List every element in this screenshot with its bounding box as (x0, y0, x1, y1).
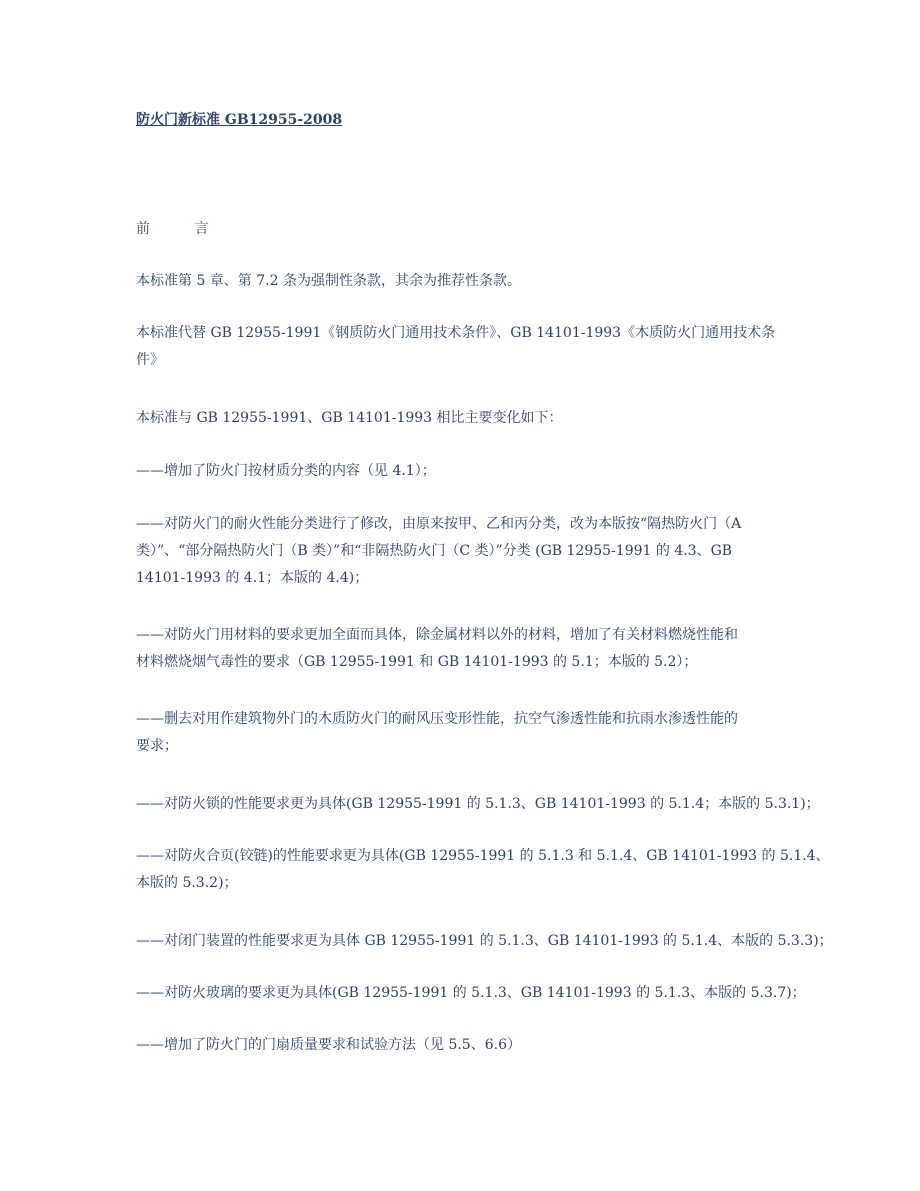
paragraph-line: ——增加了防火门按材质分类的内容（见 4.1）； (136, 463, 436, 479)
paragraph-line: ——对防火门的耐火性能分类进行了修改，由原来按甲、乙和丙分类，改为本版按“隔热防火门（A (136, 516, 742, 532)
paragraph-line: 件》 (136, 352, 164, 368)
paragraph-line: 类）”、“部分隔热防火门（B 类）”和“非隔热防火门（C 类）”分类 (GB 12955-1991 的 4.3、GB (136, 543, 733, 559)
change-item-fire-resistance-classification (136, 511, 796, 592)
paragraph-line: 要求； (136, 738, 178, 754)
paragraph-line: ——对防火门用材料的要求更加全面而具体，除金属材料以外的材料，增加了有关材料燃烧性能和 (136, 627, 738, 643)
document-title: 防火门新标准 GB12955-2008 (136, 112, 343, 128)
change-item-removed-exterior-door-requirements (136, 706, 796, 760)
paragraph-main-changes-intro (136, 405, 796, 432)
section-heading-foreword: 前 言 (136, 221, 210, 237)
paragraph-line: 本标准第 5 章、第 7.2 条为强制性条款，其余为推荐性条款。 (136, 273, 521, 289)
paragraph-line: ——对防火合页(铰链)的性能要求更为具体(GB 12955-1991 的 5.1.3 和 5.1.4、GB 14101-1993 的 5.1.4、 (136, 848, 830, 864)
paragraph-line: 本标准与 GB 12955-1991、GB 14101-1993 相比主要变化如下： (136, 410, 563, 426)
paragraph-line: 14101-1993 的 4.1；本版的 4.4)； (136, 570, 369, 586)
change-item-material-classification (136, 458, 796, 485)
change-item-fire-hinge (136, 843, 830, 897)
paragraph-line: 材料燃烧烟气毒性的要求（GB 12955-1991 和 GB 14101-1993 的 5.1；本版的 5.2）； (136, 654, 698, 670)
paragraph-line: ——删去对用作建筑物外门的木质防火门的耐风压变形性能，抗空气渗透性能和抗雨水渗透性能的 (136, 711, 738, 727)
change-item-material-requirements (136, 622, 796, 676)
paragraph-mandatory-clauses (136, 268, 796, 295)
change-item-fire-glass (136, 980, 806, 1007)
paragraph-line: ——对防火锁的性能要求更为具体(GB 12955-1991 的 5.1.3、GB 14101-1993 的 5.1.4；本版的 5.3.1)； (136, 796, 820, 812)
paragraph-line: ——增加了防火门的门扇质量要求和试验方法（见 5.5、6.6） (136, 1037, 521, 1053)
paragraph-line: 本版的 5.3.2)； (136, 875, 238, 891)
paragraph-line: ——对防火玻璃的要求更为具体(GB 12955-1991 的 5.1.3、GB 14101-1993 的 5.1.3、本版的 5.3.7)； (136, 985, 806, 1001)
change-item-door-closer (136, 928, 833, 955)
change-item-door-leaf-quality (136, 1032, 796, 1059)
change-item-fire-lock (136, 791, 820, 818)
paragraph-replaces-standards (136, 320, 796, 374)
paragraph-line: ——对闭门装置的性能要求更为具体 GB 12955-1991 的 5.1.3、GB 14101-1993 的 5.1.4、本版的 5.3.3)； (136, 933, 833, 949)
paragraph-line: 本标准代替 GB 12955-1991《钢质防火门通用技术条件》、GB 14101-1993《木质防火门通用技术条 (136, 325, 776, 341)
